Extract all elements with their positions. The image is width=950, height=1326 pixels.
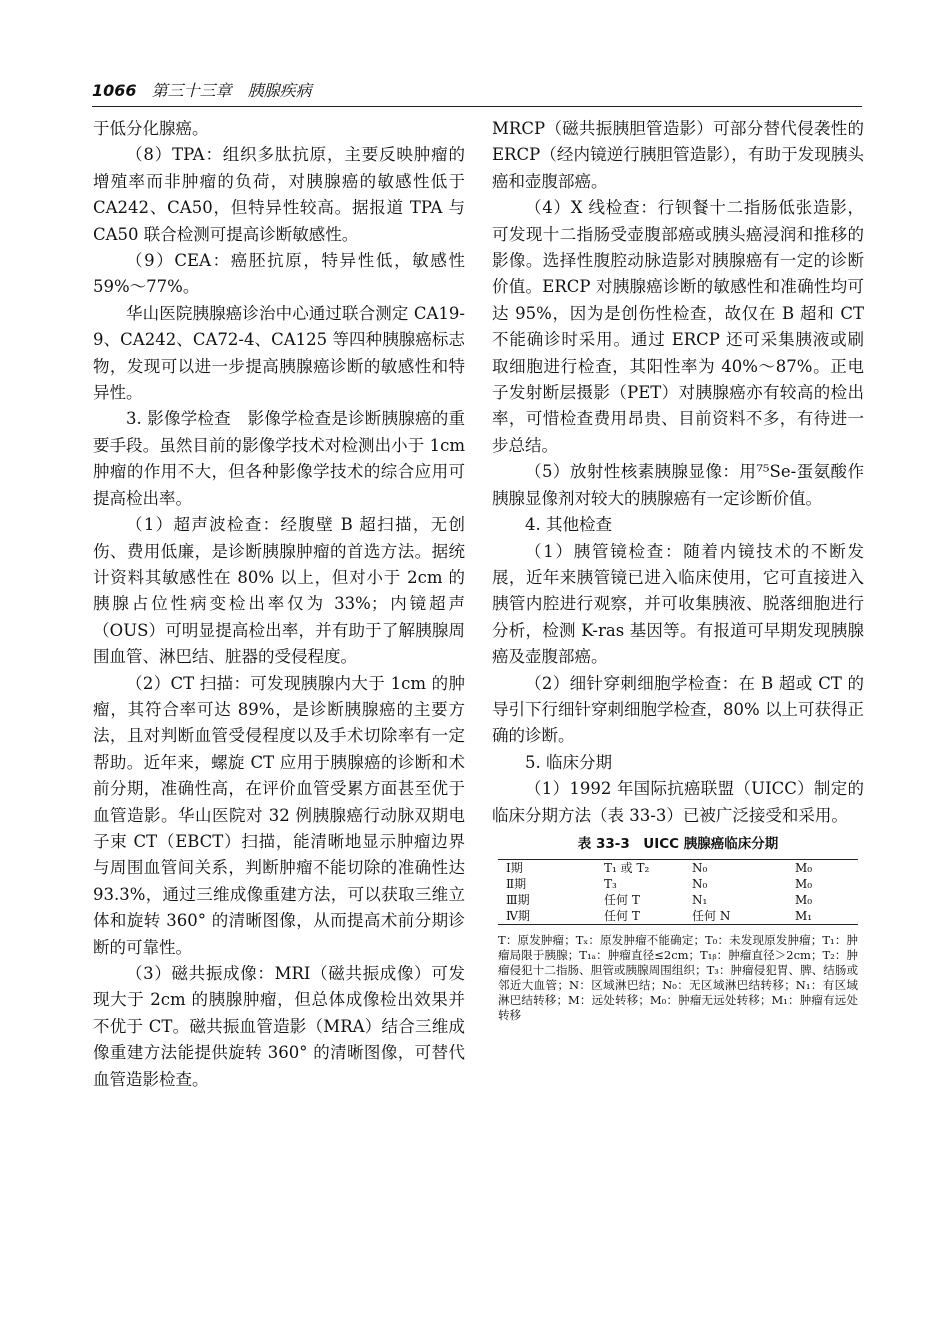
table-row bbox=[498, 908, 858, 925]
table-cell: Ⅲ期 bbox=[506, 892, 530, 907]
paragraph: （1）胰管镜检查：随着内镜技术的不断发展，近年来胰管镜已进入临床使用，它可直接进入胰管内腔进行观察，并可收集胰液、脱落细胞进行分析，检测 K-ras 基因等。有报道可早期发现胰腺癌及壶腹部癌。 bbox=[492, 541, 864, 667]
table-cell: M₀ bbox=[791, 859, 858, 876]
paragraph: （4）X 线检查：行钡餐十二指肠低张造影，可发现十二指肠受壶腹部癌或胰头癌浸润和推移的影像。选择性腹腔动脉造影对胰腺癌有一定的诊断价值。ERCP 对胰腺癌诊断的敏感性和准确性均可达 95%，因为是创伤性检查，故仅在 B 超和 CT 不能确诊时采用。通过 ERCP 还可采集胰液或刷取细胞进行检查，其阳性率为 40%～87%。正电子发射断层摄影（PET）对胰腺癌亦有较高的检出率，可惜检查费用昂贵、目前资料不多，有待进一步总结。 bbox=[492, 198, 864, 455]
table-cell: N₀ bbox=[688, 859, 791, 876]
table-note: T：原发肿瘤；Tₓ：原发肿瘤不能确定；T₀：未发现原发肿瘤；T₁：肿瘤局限于胰腺；T₁ₐ：肿瘤直径≤2cm；T₁ᵦ：肿瘤直径＞2cm；T₂：肿瘤侵犯十二指肠、胆管或胰腺周围组织；T₃：肿瘤侵犯胃、脾、结肠或邻近大血管；N：区域淋巴结；N₀：无区域淋巴结转移；N₁：有区域淋巴结转移；M：远处转移；M₀：肿瘤无远处转移；M₁：肿瘤有远处转移 bbox=[498, 932, 858, 1022]
table-cell: N₀ bbox=[692, 876, 708, 891]
table-cell: T₁ 或 T₂ bbox=[600, 859, 688, 876]
table-cell: Ⅰ期 bbox=[498, 859, 600, 876]
page-number: 1066 bbox=[92, 81, 137, 100]
running-header bbox=[92, 80, 862, 107]
right-column bbox=[492, 116, 864, 1023]
left-column bbox=[93, 116, 465, 1093]
section-heading: 5. 临床分期 bbox=[525, 752, 612, 772]
table-cell: N₁ bbox=[692, 892, 708, 907]
table-row bbox=[498, 892, 858, 908]
paragraph: （1）1992 年国际抗癌联盟（UICC）制定的临床分期方法（表 33-3）已被广泛接受和采用。 bbox=[492, 779, 864, 825]
paragraph: 于低分化腺癌。 bbox=[93, 119, 209, 138]
chapter-title: 第三十三章 胰腺疾病 bbox=[151, 81, 312, 100]
paragraph: 华山医院胰腺癌诊治中心通过联合测定 CA19-9、CA242、CA72-4、CA125 等四种胰腺癌标志物，发现可以进一步提高胰腺癌诊断的敏感性和特异性。 bbox=[93, 303, 465, 403]
table-cell: M₁ bbox=[791, 908, 858, 925]
table-title: 表 33-3 UICC 胰腺癌临床分期 bbox=[577, 835, 779, 852]
table-cell: Ⅱ期 bbox=[506, 876, 527, 891]
paragraph: （8）TPA：组织多肽抗原，主要反映肿瘤的增殖率而非肿瘤的负荷，对胰腺癌的敏感性低于 CA242、CA50，但特异性较高。据报道 TPA 与 CA50 联合检测可提高诊断敏感性。 bbox=[93, 145, 465, 244]
table-cell: 任何 T bbox=[604, 892, 640, 907]
staging-table bbox=[498, 859, 858, 925]
table-cell: 任何 T bbox=[600, 908, 688, 925]
table-cell: M₀ bbox=[795, 876, 813, 891]
paragraph: （9）CEA：癌胚抗原，特异性低，敏感性 59%～77%。 bbox=[93, 251, 465, 297]
paragraph: 3. 影像学检查 影像学检查是诊断胰腺癌的重要手段。虽然目前的影像学技术对检测出小于 1cm 肿瘤的作用不大，但各种影像学技术的综合应用可提高检出率。 bbox=[93, 409, 465, 508]
table-cell: T₃ bbox=[604, 876, 617, 891]
paragraph: （1）超声波检查：经腹壁 B 超扫描，无创伤、费用低廉，是诊断胰腺肿瘤的首选方法。据统计资料其敏感性在 80% 以上，但对小于 2cm 的胰腺占位性病变检出率仅为 33%；内镜超声（OUS）可明显提高检出率，并有助于了解胰腺周围血管、淋巴结、脏器的受侵程度。 bbox=[93, 515, 465, 667]
table-cell: M₀ bbox=[795, 892, 813, 907]
table-row bbox=[498, 859, 858, 876]
paragraph: （2）CT 扫描：可发现胰腺内大于 1cm 的肿瘤，其符合率可达 89%，是诊断胰腺癌的主要方法，且对判断血管受侵程度以及手术切除率有一定帮助。近年来，螺旋 CT 应用于胰腺癌的诊断和术前分期，准确性高，在评价血管受累方面甚至优于血管造影。华山医院对 32 例胰腺癌行动脉双期电子束 CT（EBCT）扫描，能清晰地显示肿瘤边界与周围血管间关系，判断肿瘤不能切除的准确性达 93.3%，通过三维成像重建方法，可以获取三维立体和旋转 360° 的清晰图像，从而提高术前分期诊断的可靠性。 bbox=[93, 673, 465, 957]
paragraph: MRCP（磁共振胰胆管造影）可部分替代侵袭性的 ERCP（经内镜逆行胰胆管造影），有助于发现胰头癌和壶腹部癌。 bbox=[492, 119, 864, 191]
table-row bbox=[498, 876, 858, 892]
paragraph: （5）放射性核素胰腺显像：用⁷⁵Se-蛋氨酸作胰腺显像剂对较大的胰腺癌有一定诊断价值。 bbox=[492, 462, 864, 508]
table-cell: 任何 N bbox=[688, 908, 791, 925]
section-heading: 4. 其他检查 bbox=[525, 515, 612, 535]
paragraph: （2）细针穿刺细胞学检查：在 B 超或 CT 的导引下行细针穿刺细胞学检查，80% 以上可获得正确的诊断。 bbox=[492, 673, 864, 746]
table-cell: Ⅳ期 bbox=[498, 908, 600, 925]
paragraph: （3）磁共振成像：MRI（磁共振成像）可发现大于 2cm 的胰腺肿瘤，但总体成像检出效果并不优于 CT。磁共振血管造影（MRA）结合三维成像重建方法能提供旋转 360° 的清晰图像，可替代血管造影检查。 bbox=[93, 964, 465, 1089]
